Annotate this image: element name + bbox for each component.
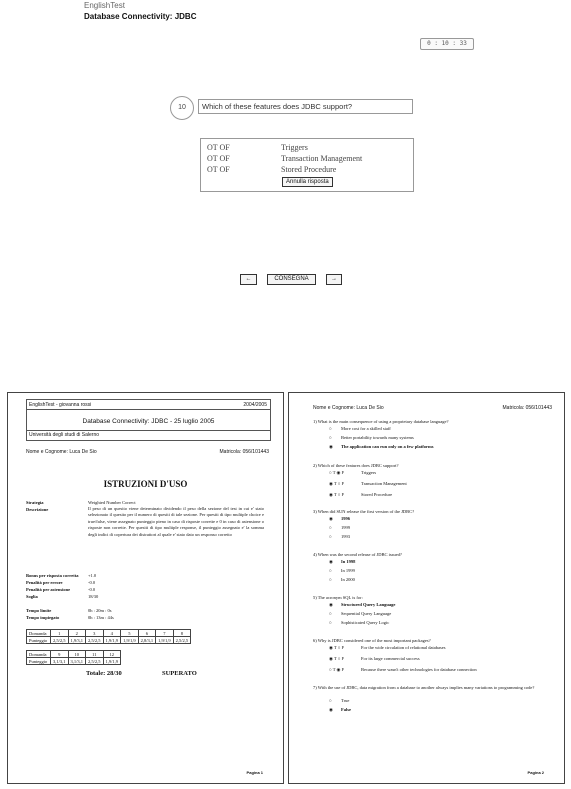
true-false-icons: ◉ T ○ F: [329, 645, 345, 650]
option-label: The application can run only on a few platforms: [341, 444, 434, 449]
radio-selected-icon: ◉: [329, 516, 333, 521]
radio-empty-icon: ○: [329, 525, 332, 530]
option-label: Sophisticated Query Logic: [341, 620, 390, 625]
table-cell: 1,9/1,9: [121, 637, 139, 644]
question-text: 5) The acronym SQL is for:: [313, 595, 363, 600]
time-limit-value: 0h : 20m : 0s: [88, 608, 112, 613]
radio-empty-icon: ○: [329, 426, 332, 431]
radio-selected-icon: ◉: [329, 602, 333, 607]
question-text: 7) With the use of JDBC, data migration from a database to another always implies many variations to programming code?: [313, 685, 535, 690]
table-row: [27, 630, 191, 637]
table-cell: 11: [86, 651, 104, 658]
radio-empty-icon: ○: [329, 698, 332, 703]
divider: [27, 409, 270, 410]
report-header: [26, 399, 271, 441]
true-false-icons: ◉ T ○ F: [329, 656, 345, 661]
table-cell: Punteggio: [27, 658, 51, 665]
option-label: For its large commercial success: [361, 656, 420, 661]
option-label: In 2000: [341, 577, 355, 582]
total-score: Totale: 28/30: [86, 670, 122, 677]
page-footer: Pagina 1: [246, 770, 263, 775]
true-false-icons: ◉ T ○ F: [329, 481, 345, 486]
option-label: Better portability towards many systems: [341, 435, 414, 440]
option-label: 1996: [341, 516, 350, 521]
bonus-value: +1.0: [88, 573, 97, 578]
university: Università degli studi di Salerno: [29, 432, 100, 438]
result-status: SUPERATO: [162, 670, 197, 677]
table-cell: 3: [86, 630, 104, 637]
submit-button[interactable]: CONSEGNA: [267, 274, 316, 285]
header-left: EnglishTest - giovanna rossi: [29, 402, 92, 408]
table-cell: 2,5/2,5: [51, 637, 69, 644]
table-cell: 2: [68, 630, 86, 637]
option-label: Structured Query Language: [341, 602, 396, 607]
table-cell: 2,5/2,5: [173, 637, 191, 644]
table-cell: 2,5/2,5: [86, 637, 104, 644]
score-table-1: [26, 629, 191, 644]
header-right: 2004/2005: [243, 402, 267, 408]
table-cell: 1,9/1,9: [103, 658, 121, 665]
threshold-label: Soglia: [26, 594, 38, 599]
table-cell: 1,9/3,1: [68, 637, 86, 644]
radio-empty-icon: ○: [329, 435, 332, 440]
radio-empty-icon: ○: [329, 568, 332, 573]
answer-label: Triggers: [281, 143, 308, 152]
strategy-value: Weighted Number Correct: [88, 500, 136, 505]
option-label: For the wide circulation of relational databases: [361, 645, 446, 650]
abstention-penalty-value: -0.0: [88, 587, 96, 592]
timer-display: 0 : 10 : 33: [420, 38, 474, 50]
answer-label: Stored Procedure: [281, 165, 337, 174]
threshold-value: 18/30: [88, 594, 99, 599]
table-cell: 5: [121, 630, 139, 637]
radio-empty-icon: ○: [329, 534, 332, 539]
table-cell: 10: [68, 651, 86, 658]
option-label: False: [341, 707, 351, 712]
error-penalty-label: Penalità per errore: [26, 580, 63, 585]
option-label: 1999: [341, 525, 350, 530]
cancel-answer-button[interactable]: Annulla risposta: [282, 177, 333, 187]
table-cell: 2,5/2,5: [86, 658, 104, 665]
question-text: 3) When did SUN release the first version of the JDBC?: [313, 509, 415, 514]
option-label: Sequential Query Language: [341, 611, 392, 616]
radio-selected-icon: ◉: [329, 707, 333, 712]
table-cell: 4: [103, 630, 121, 637]
question-number: 10: [170, 96, 194, 120]
student-name: Nome e Cognome: Luca De Sio: [313, 405, 384, 411]
radio-empty-icon: ○: [329, 620, 332, 625]
report-page-1: [7, 392, 284, 784]
table-cell: 12: [103, 651, 121, 658]
table-row: [27, 637, 191, 644]
time-used-label: Tempo impiegato: [26, 615, 60, 620]
table-row: [27, 658, 121, 665]
question-text: 6) Why is JDBC considered one of the most important packages?: [313, 638, 431, 643]
report-page-2: [288, 392, 565, 784]
page-footer: Pagina 2: [527, 770, 544, 775]
student-id: Matricola: 056/101443: [502, 405, 552, 411]
report-title: Database Connectivity: JDBC - 25 luglio 2005: [82, 418, 215, 425]
description-label: Descrizione: [26, 507, 49, 512]
score-table-2: [26, 650, 121, 665]
table-cell: 6: [138, 630, 156, 637]
table-cell: Domanda: [27, 651, 51, 658]
radio-empty-icon: ○: [329, 611, 332, 616]
previous-button[interactable]: ←: [240, 274, 257, 285]
answer-label: Transaction Management: [281, 154, 363, 163]
radio-empty-icon: ○: [329, 577, 332, 582]
option-label: In 1999: [341, 568, 355, 573]
option-label: More cost for a skilled staff: [341, 426, 391, 431]
time-limit-label: Tempo limite: [26, 608, 52, 613]
option-label: Because there wasn't other technologies for database connection: [361, 667, 477, 672]
next-button[interactable]: →: [326, 274, 342, 285]
question-text: 4) When was the second release of JDBC issued?: [313, 552, 402, 557]
student-id: Matricola: 056/101443: [219, 449, 269, 455]
true-false-icons: ◉ T ○ F: [329, 492, 345, 497]
table-cell: 1,9/1,9: [156, 637, 174, 644]
table-cell: 3,1/3,1: [68, 658, 86, 665]
table-cell: 2,8/3,1: [138, 637, 156, 644]
divider: [27, 430, 270, 431]
option-label: True: [341, 698, 350, 703]
app-name: EnglishTest: [84, 1, 125, 10]
time-used-value: 0h : 13m : 44s: [88, 615, 114, 620]
table-cell: 1,9/1,9: [103, 637, 121, 644]
table-cell: 9: [51, 651, 69, 658]
question-text: Which of these features does JDBC support?: [198, 99, 413, 114]
table-cell: 8: [173, 630, 191, 637]
table-cell: Punteggio: [27, 637, 51, 644]
option-label: In 1998: [341, 559, 356, 564]
option-label: Stored Procedure: [361, 492, 393, 497]
table-cell: 1: [51, 630, 69, 637]
true-false-icons: ○ T ◉ F: [329, 667, 345, 672]
instructions-title: ISTRUZIONI D'USO: [103, 479, 188, 489]
option-label: Transaction Management: [361, 481, 407, 486]
test-title: Database Connectivity: JDBC: [84, 12, 197, 21]
abstention-penalty-label: Penalità per astensione: [26, 587, 71, 592]
bonus-label: Bonus per risposta corretta: [26, 573, 79, 578]
description-text: Il peso di un quesito viene determinato dividendo il peso della sezione del test in cui e' stato selezionato il quesito per il numero di quesiti di tale sezione. Per quesiti di tipo multiple choice e true/false, viene assegnato punteggio pieno in caso di risposte corrette e 0 in caso di astensione o risposte non corrette. Per quesiti di tipo multiple response, il punteggio assegnato e' la somma degli indici di copertura dei distrattori al quale e' stato dato un responso corretto: [88, 506, 264, 537]
question-text: 2) Which of these features does JDBC support?: [313, 463, 399, 468]
option-label: Triggers: [361, 470, 377, 475]
student-name: Nome e Cognome: Luca De Sio: [26, 449, 97, 455]
true-false-radios[interactable]: OT OF: [207, 165, 230, 174]
radio-selected-icon: ◉: [329, 559, 333, 564]
true-false-radios[interactable]: OT OF: [207, 154, 230, 163]
answers-box: [200, 138, 414, 192]
question-text: 1) What is the main consequence of using a proprietary database language?: [313, 419, 449, 424]
table-cell: 7: [156, 630, 174, 637]
error-penalty-value: -0.0: [88, 580, 96, 585]
strategy-label: Strategia: [26, 500, 44, 505]
true-false-icons: ○ T ◉ F: [329, 470, 345, 475]
true-false-radios[interactable]: OT OF: [207, 143, 230, 152]
table-row: [27, 651, 121, 658]
table-cell: Domanda: [27, 630, 51, 637]
option-label: 1993: [341, 534, 350, 539]
radio-selected-icon: ◉: [329, 444, 333, 449]
table-cell: 3,1/3,1: [51, 658, 69, 665]
